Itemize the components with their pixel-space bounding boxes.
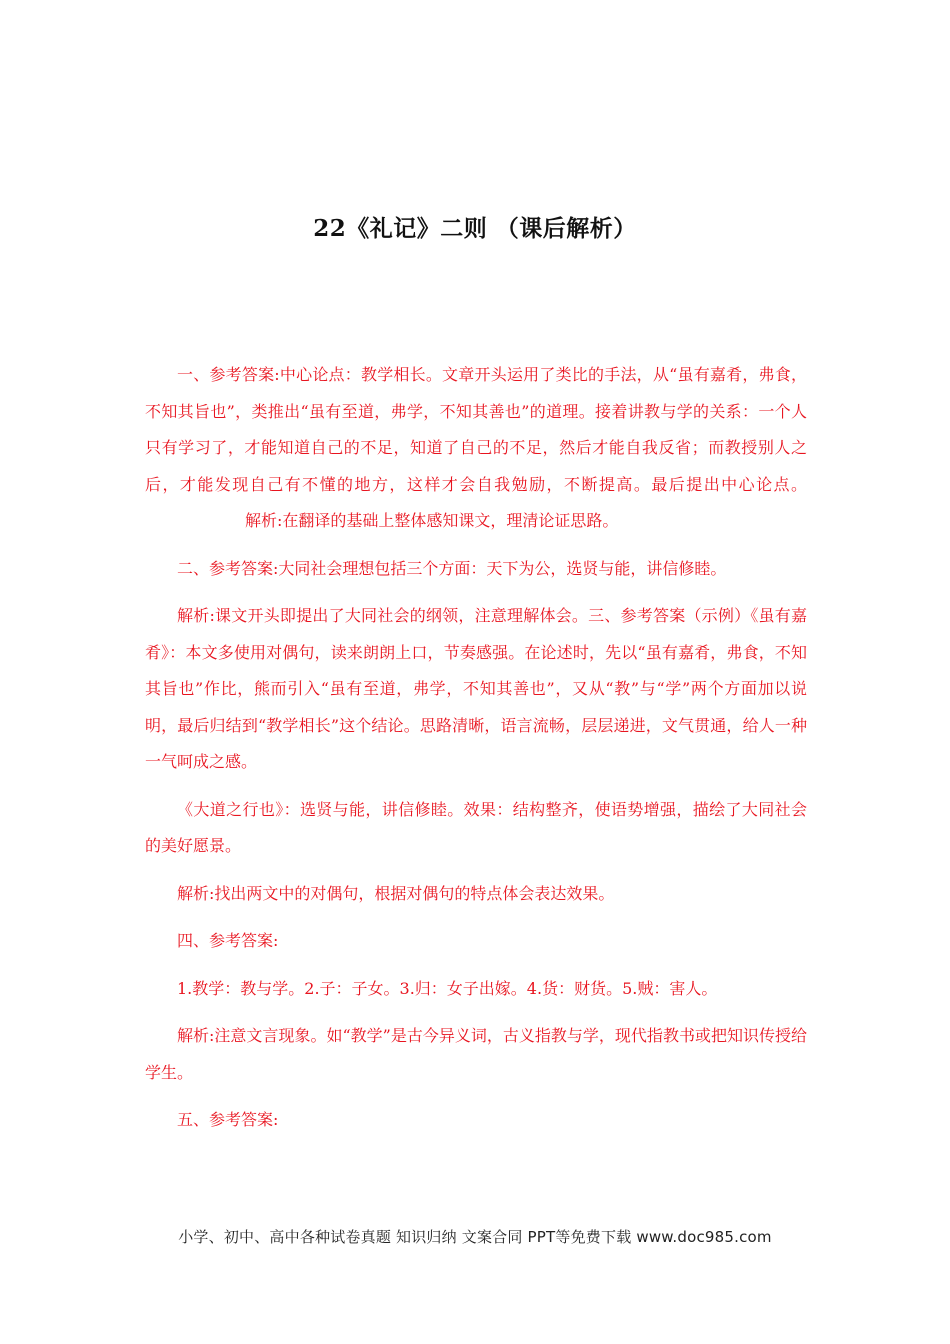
paragraph-analysis-3: 解析:找出两文中的对偶句，根据对偶句的特点体会表达效果。 (177, 883, 615, 903)
paragraph-analysis-4: 解析:注意文言现象。如“教学”是古今异义词，古义指教与学，现代指教书或把知识传授给学生。 (145, 1026, 807, 1082)
paragraph-analysis-1-text: 解析:在翻译的基础上整体感知课文，理清论证思路。 (245, 511, 619, 530)
paragraph-answer-4-items: 1.教学：教与学。2.子：子女。3.归：女子出嫁。4.货：财货。5.贼：害人。 (177, 978, 718, 998)
document-title: 22《礼记》二则 （课后解析） (313, 215, 637, 242)
page-footer: 小学、初中、高中各种试卷真题 知识归纳 文案合同 PPT等免费下载 www.doc985.com (178, 1228, 772, 1246)
paragraph-answer-1 (145, 357, 807, 540)
paragraph-dadao: 《大道之行也》：选贤与能，讲信修睦。效果：结构整齐，使语势增强，描绘了大同社会的美好愿景。 (145, 799, 807, 855)
paragraph-analysis-2: 解析:课文开头即提出了大同社会的纲领，注意理解体会。三、参考答案（示例）《虽有嘉肴》：本文多使用对偶句，读来朗朗上口，节奏感强。在论述时，先以“虽有嘉肴，弗食，不知其旨也”作比，熊而引入“虽有至道，弗学，不知其善也”，又从“教”与“学”两个方面加以说明，最后归结到“教学相长”这个结论。思路清晰，语言流畅，层层递进，文气贯通，给人一种一气呵成之感。 (145, 606, 807, 771)
paragraph-answer-4-heading: 四、参考答案: (177, 931, 279, 950)
paragraph-answer-5-heading: 五、参考答案: (177, 1110, 279, 1129)
paragraph-answer-1-text: 一、参考答案:中心论点：教学相长。文章开头运用了类比的手法，从“虽有嘉肴，弗食，不知其旨也”，类推出“虽有至道，弗学，不知其善也”的道理。接着讲教与学的关系：一个人只有学习了，才能知道自己的不足，知道了自己的不足，然后才能自我反省；而教授别人之后，才能发现自己有不懂的地方，这样才会自我勉励，不断提高。最后提出中心论点。 (145, 365, 807, 494)
paragraph-answer-2: 二、参考答案:大同社会理想包括三个方面：天下为公，选贤与能，讲信修睦。 (177, 558, 727, 578)
document-body (145, 357, 807, 1150)
